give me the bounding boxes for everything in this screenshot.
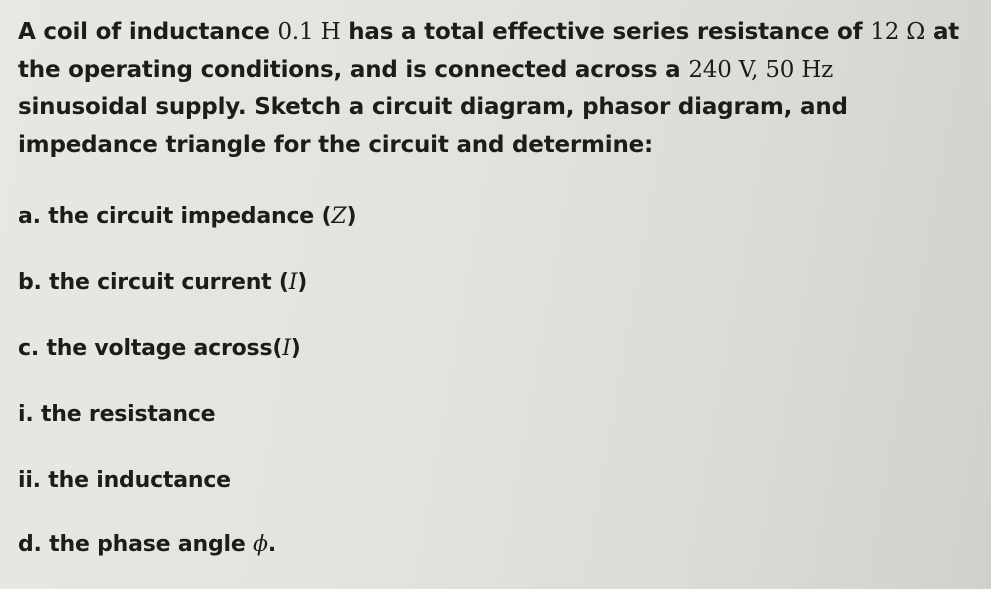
statement-text: A coil of inductance	[18, 19, 278, 45]
item-close: )	[346, 204, 357, 229]
item-label: ii. the inductance	[18, 468, 231, 493]
question-item-d	[18, 532, 276, 557]
question-item-ii	[18, 468, 231, 493]
statement-text: sinusoidal supply. Sketch a circuit diagram, phasor diagram, and	[18, 94, 848, 120]
resistance-value: 12 Ω	[870, 19, 926, 45]
item-label: d. the phase angle	[18, 532, 254, 557]
problem-statement	[18, 14, 978, 164]
supply-value: 240 V, 50 Hz	[688, 56, 834, 83]
problem-document	[18, 14, 978, 557]
question-item-c	[18, 336, 301, 361]
phase-angle-symbol: ϕ	[253, 532, 268, 557]
statement-text: has a total effective series resistance of	[340, 19, 871, 45]
item-label: c. the voltage across(	[18, 336, 283, 361]
inductance-value: 0.1 H	[277, 19, 341, 45]
item-close: .	[267, 532, 276, 557]
question-item-a	[18, 204, 356, 229]
impedance-symbol: Z	[331, 204, 347, 229]
item-label: b. the circuit current (	[18, 270, 289, 295]
question-item-b	[18, 270, 307, 295]
statement-text: impedance triangle for the circuit and determine:	[18, 131, 654, 158]
question-item-i	[18, 402, 215, 427]
statement-text: at	[925, 19, 960, 45]
current-symbol: I	[288, 270, 298, 295]
item-close: )	[290, 336, 301, 361]
current-symbol: I	[282, 336, 291, 361]
item-label: i. the resistance	[18, 402, 216, 427]
item-label: a. the circuit impedance (	[18, 204, 332, 229]
item-close: )	[297, 270, 308, 295]
statement-text: the operating conditions, and is connected across a	[18, 56, 689, 83]
